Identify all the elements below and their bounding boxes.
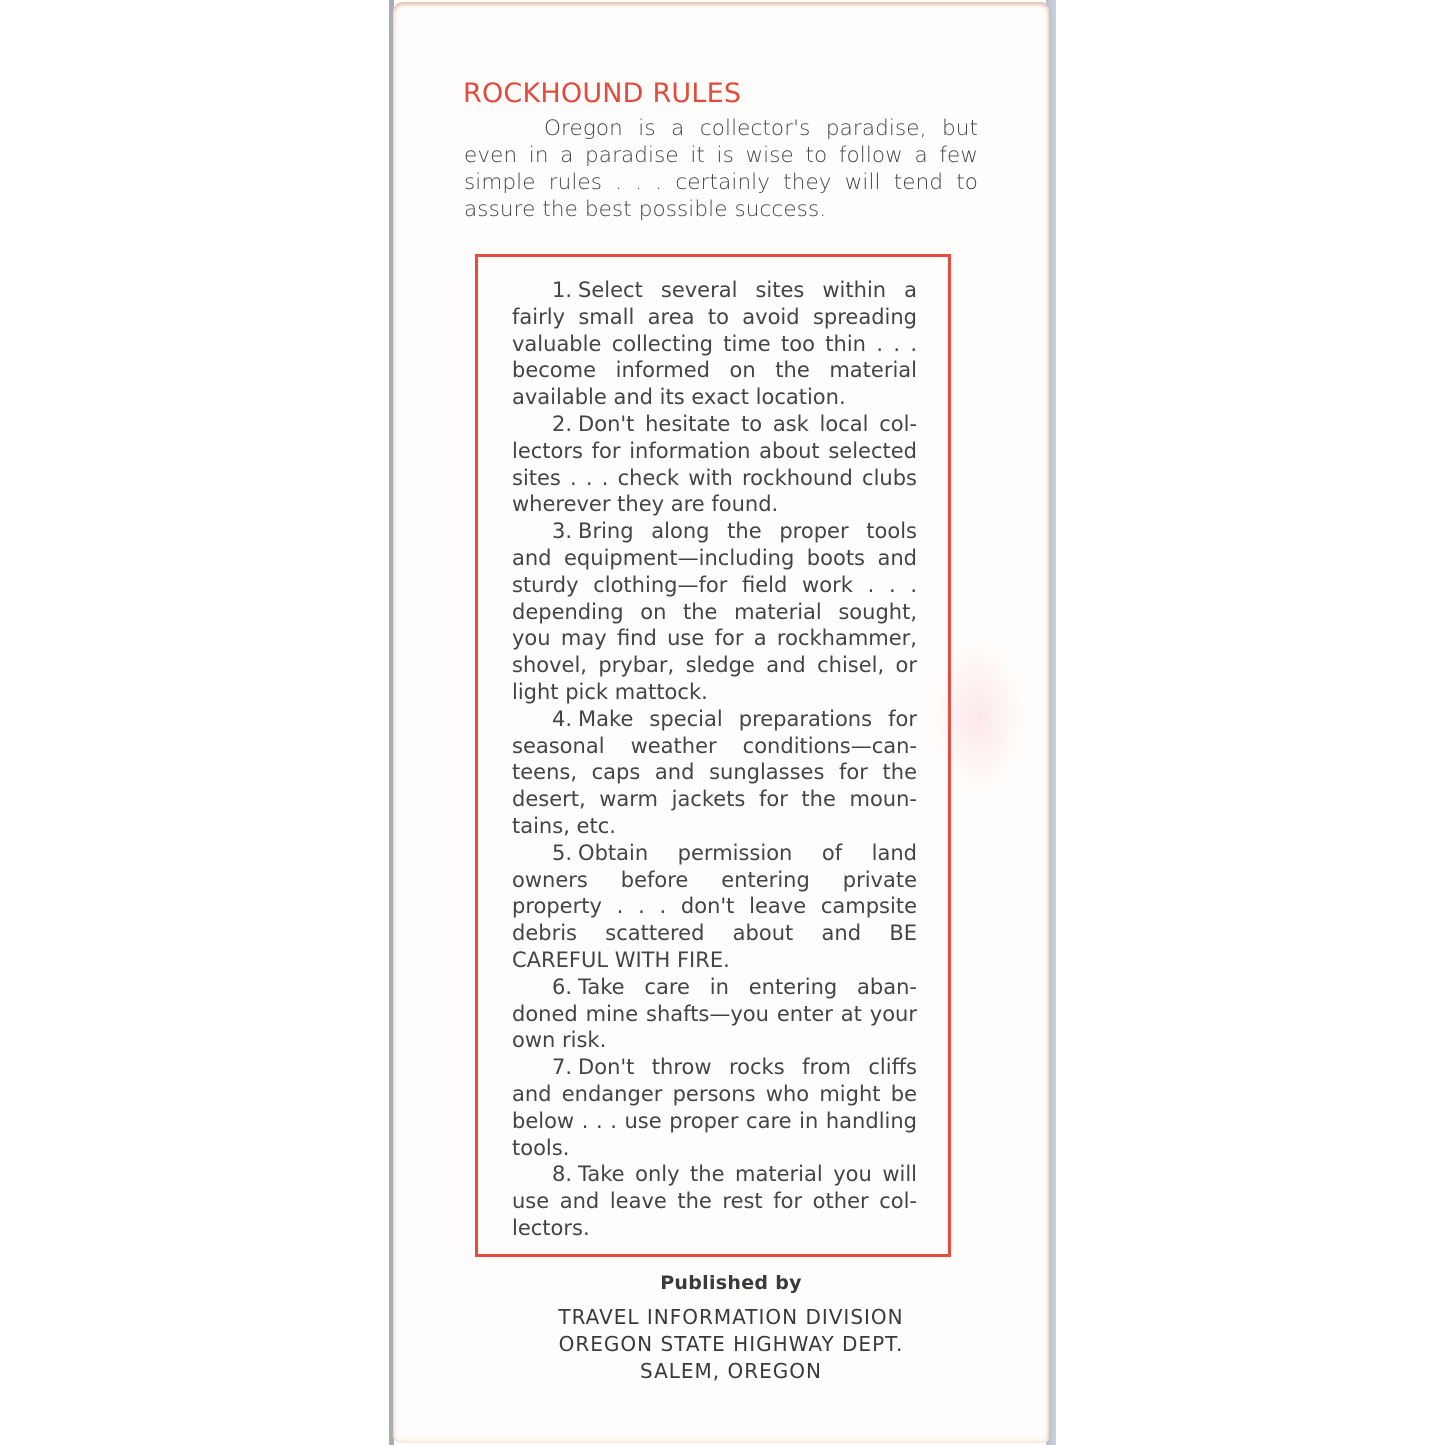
rule-item [512, 840, 917, 974]
rule-text: Select several sites within a fairly small area to avoid spreading valuable collecting time too thin . . . become informed on the material available and its exact location. [512, 278, 917, 410]
rule-text: Bring along the proper tools and equipment—including boots and sturdy clothing—for field work . . . depending on the material sought, you may find use for a rockhammer, shovel, prybar, sledge and chisel, or light pick mattock. [512, 519, 917, 704]
rule-item [512, 277, 917, 411]
rule-number: 8. [552, 1162, 573, 1187]
rule-number: 1. [552, 278, 573, 302]
published-by-label: Published by [660, 1272, 802, 1294]
rule-text: Don't throw rocks from cliffs and endanger persons who might be below . . . use proper care in handling tools. [512, 1055, 917, 1160]
rule-item [512, 706, 917, 840]
rule-item [512, 1161, 917, 1241]
rule-text: Don't hesitate to ask local collectors for information about selected sites . . . check with rockhound clubs wherever they are found. [512, 411, 917, 517]
rule-text: Make special preparations for seasonal weather conditions—canteens, caps and sunglasses for the desert, warm jackets for the mountains, etc. [512, 706, 917, 838]
rules-list [512, 277, 917, 1242]
rule-text: Obtain permission of land owners before entering private property . . . don't leave campsite debris scattered about and BE CAREFUL WITH FIRE. [512, 840, 917, 972]
rule-item [512, 1054, 917, 1161]
rule-text: Take only the material you will use and leave the rest for other collectors. [512, 1162, 917, 1240]
rule-number: 6. [552, 974, 573, 999]
rule-number: 3. [552, 519, 573, 544]
brochure-page [393, 2, 1049, 1443]
intro-paragraph: Oregon is a collector's paradise, but even in a paradise it is wise to follow a few simple rules . . . certainly they will tend to assure the best possible success. [464, 116, 978, 222]
publisher-division: TRAVEL INFORMATION DIVISION [558, 1305, 904, 1329]
rule-number: 7. [552, 1055, 573, 1080]
rule-item [512, 974, 917, 1054]
publisher-department: OREGON STATE HIGHWAY DEPT. [558, 1332, 904, 1356]
page-title: ROCKHOUND RULES [463, 78, 742, 109]
rule-number: 4. [552, 706, 573, 731]
rule-number: 5. [552, 840, 573, 865]
rule-text: Take care in entering abandoned mine shafts—you enter at your own risk. [512, 974, 917, 1053]
publisher-location: SALEM, OREGON [640, 1359, 822, 1383]
rule-number: 2. [552, 411, 573, 436]
rule-item [512, 518, 917, 706]
publisher-block [393, 1270, 1049, 1385]
rules-box [475, 254, 951, 1257]
rule-item [512, 411, 917, 518]
